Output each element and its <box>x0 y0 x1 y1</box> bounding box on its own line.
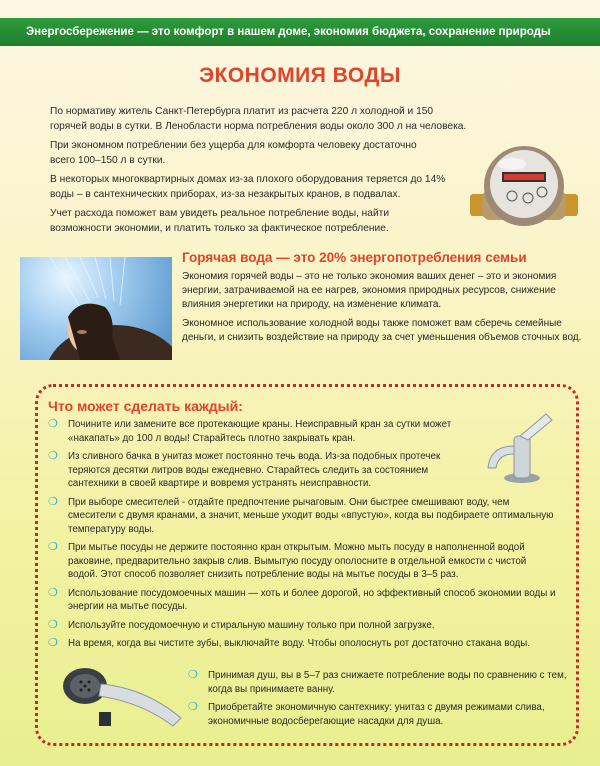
bullet-icon: ❍ <box>48 637 58 649</box>
list-item: ❍ Принимая душ, вы в 5–7 раз снижаете потребление воды по сравнению с тем, когда вы принимаете ванну. <box>188 669 567 695</box>
bullet-icon: ❍ <box>48 586 58 599</box>
hot-water-heading: Горячая вода — это 20% энергопотребления семьи <box>182 250 527 265</box>
hot-water-paragraph: Экономное использование холодной воды также поможет вам сберечь семейные деньги, и снизить воздействие на природу за счет уменьшения объемов сточных вод. <box>182 318 582 343</box>
bullet-icon: ❍ <box>188 701 198 713</box>
intro-paragraph: При экономном потреблении без ущерба для комфорта человеку достаточно всего 100–150 л в сутки. <box>50 140 417 166</box>
list-item: ❍ Используйте посудомоечную и стиральную машину только при полной загрузке. <box>48 618 435 631</box>
list-item: ❍ На время, когда вы чистите зубы, выключайте воду. Чтобы ополоснуть рот достаточно стакана воды. <box>48 637 531 649</box>
bullet-icon: ❍ <box>48 450 58 462</box>
top-banner: Энергосбережение — это комфорт в нашем доме, экономия бюджета, сохранение природы <box>0 18 600 46</box>
intro-section <box>50 105 470 241</box>
list-item: ❍ Почините или замените все протекающие краны. Неисправный кран за сутки может «накапать» до 100 л воды! Старайтесь плотно закрывать кран. <box>48 418 452 444</box>
tips-list <box>48 418 558 656</box>
shower-photo <box>20 257 172 360</box>
list-item: ❍ Приобретайте экономичную сантехнику: унитаз с двумя режимами слива, экономичные водосберегающие насадки для душа. <box>188 701 545 727</box>
bottom-tips-list <box>188 669 568 733</box>
page-title: ЭКОНОМИЯ ВОДЫ <box>199 64 401 87</box>
bullet-icon: ❍ <box>48 418 58 430</box>
intro-paragraph: По нормативу житель Санкт-Петербурга платит из расчета 220 л холодной и 150 горячей воды в сутки. В Ленобласти норма потребления воды около 300 л на человека. <box>50 106 467 132</box>
hot-water-paragraph: Экономия горячей воды – это не только экономия ваших денег – это и экономия энергии, затрачиваемой на ее нагрев, экономия природных ресурсов, снижение влияния энергетики на природу, на изменение климата. <box>182 271 557 310</box>
list-item: ❍ При выборе смесителей - отдайте предпочтение рычаговым. Они быстрее смешивают воду, чем смесители с двумя кранами, а значит, меньше уходит воды «впустую», когда вы подбираете оптимальную температуру воды. <box>48 495 554 535</box>
bullet-icon: ❍ <box>188 669 198 681</box>
tips-heading: Что может сделать каждый: <box>48 398 243 414</box>
list-item: ❍ Из сливного бачка в унитаз может постоянно течь вода. Из-за подобных протечек теряются десятки литров воды ежедневно. Старайтесь следить за состоянием сантехники в своей квартире и вовремя устранять неисправности. <box>48 450 441 489</box>
list-item: ❍ Использование посудомоечных машин — хоть и более дорогой, но эффективный способ экономии воды и энергии на мытье посуды. <box>48 586 556 612</box>
intro-paragraph: Учет расхода поможет вам увидеть реальное потребление воды, найти возможности экономии, и платить только за фактическое потребление. <box>50 208 390 234</box>
bullet-icon: ❍ <box>48 541 58 553</box>
hot-water-section <box>182 270 582 350</box>
intro-paragraph: В некоторых многоквартирных домах из-за плохого оборудования теряется до 14% воды – в сантехнических приборах, из-за незакрытых кранов, в подвалах. <box>50 174 446 200</box>
bullet-icon: ❍ <box>48 618 58 631</box>
water-meter-icon <box>468 128 580 240</box>
bullet-icon: ❍ <box>48 495 58 508</box>
list-item: ❍ При мытье посуды не держите постоянно кран открытым. Можно мыть посуду в наполненной водой раковине, предварительно закрыв слив. Вымытую посуду ополосните в отдельной емкости с чистой водой. Этот способ позволяет снизить потребление воды на мытье посуды в 3–5 раз. <box>48 541 527 580</box>
shower-head-icon <box>55 660 185 735</box>
